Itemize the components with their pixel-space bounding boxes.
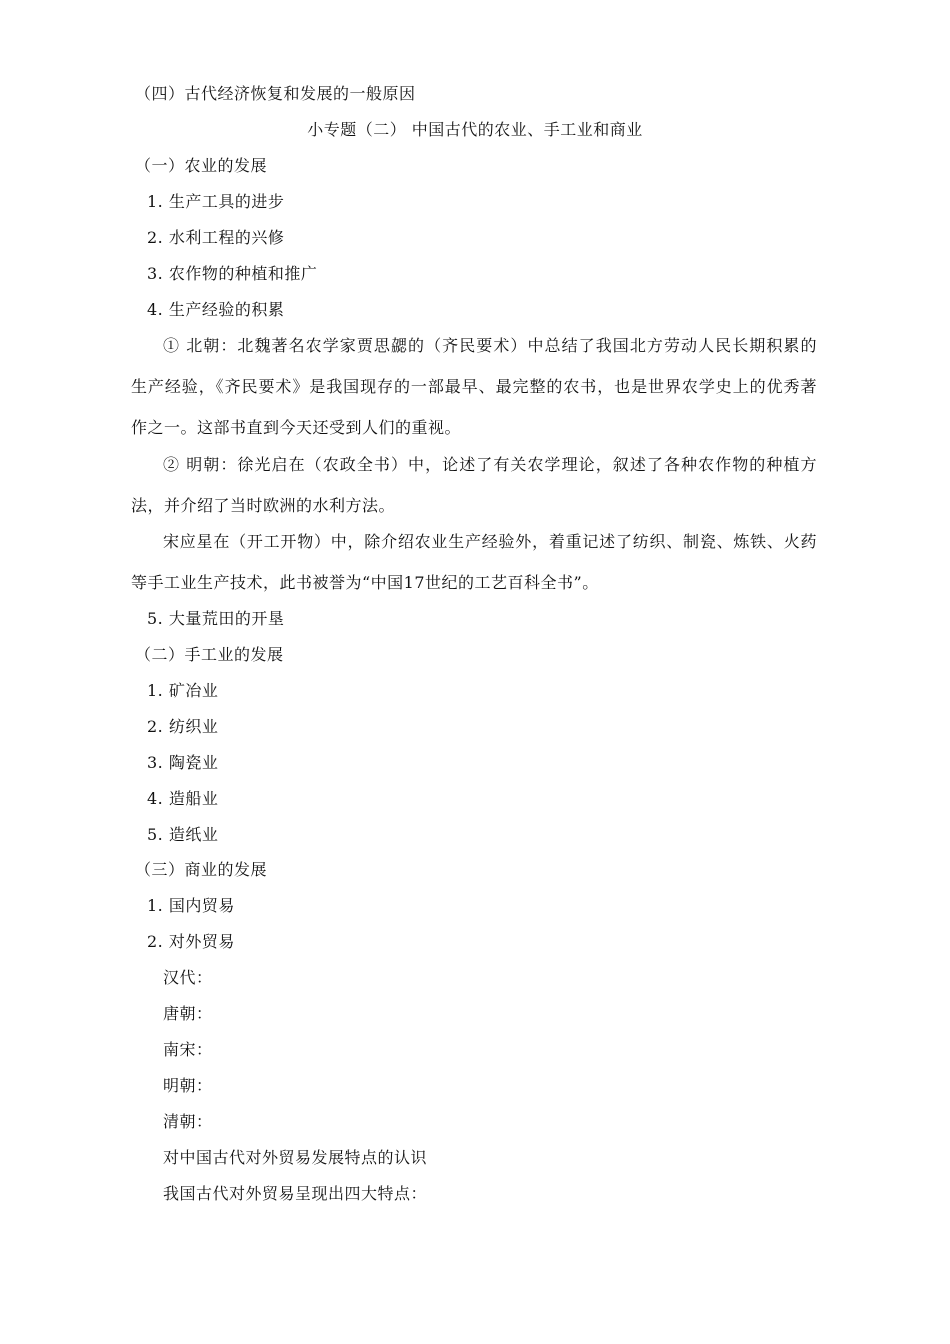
list-item: 1. 国内贸易 xyxy=(147,896,235,915)
heading-agriculture: （一）农业的发展 xyxy=(135,156,268,175)
paragraph-line: 作之一。这部书直到今天还受到人们的重视。 xyxy=(131,418,462,437)
paragraph-line: 等手工业生产技术，此书被誉为“中国17世纪的工艺百科全书”。 xyxy=(131,573,599,592)
paragraph-line: 生产经验，《齐民要术》是我国现存的一部最早、最完整的农书，也是世界农学史上的优秀著 xyxy=(131,377,817,396)
list-item: 3. 农作物的种植和推广 xyxy=(147,264,318,283)
heading-commerce: （三）商业的发展 xyxy=(135,860,268,879)
list-item: 1. 生产工具的进步 xyxy=(147,192,285,211)
paragraph-line: ① 北朝：北魏著名农学家贾思勰的（齐民要术）中总结了我国北方劳动人民长期积累的 xyxy=(163,336,817,355)
topic-title: 小专题（二） 中国古代的农业、手工业和商业 xyxy=(307,120,643,139)
list-item: 2. 对外贸易 xyxy=(147,932,235,951)
list-item: 4. 生产经验的积累 xyxy=(147,300,285,319)
dynasty-label: 清朝： xyxy=(163,1112,213,1131)
list-item: 5. 大量荒田的开垦 xyxy=(147,609,285,628)
list-item: 1. 矿冶业 xyxy=(147,681,219,700)
paragraph-line: 法，并介绍了当时欧洲的水利方法。 xyxy=(131,496,396,515)
dynasty-label: 明朝： xyxy=(163,1076,213,1095)
list-item: 2. 纺织业 xyxy=(147,717,219,736)
list-item: 4. 造船业 xyxy=(147,789,219,808)
heading-handicraft: （二）手工业的发展 xyxy=(135,645,284,664)
list-item: 2. 水利工程的兴修 xyxy=(147,228,285,247)
list-item: 5. 造纸业 xyxy=(147,825,219,844)
paragraph-line: 宋应星在（开工开物）中，除介绍农业生产经验外，着重记述了纺织、制瓷、炼铁、火药 xyxy=(163,532,817,551)
paragraph-line: 我国古代对外贸易呈现出四大特点： xyxy=(163,1184,428,1203)
paragraph-line: 对中国古代对外贸易发展特点的认识 xyxy=(163,1148,428,1167)
heading-section-4: （四）古代经济恢复和发展的一般原因 xyxy=(135,84,416,103)
dynasty-label: 唐朝： xyxy=(163,1004,213,1023)
list-item: 3. 陶瓷业 xyxy=(147,753,219,772)
dynasty-label: 汉代： xyxy=(163,968,213,987)
dynasty-label: 南宋： xyxy=(163,1040,213,1059)
paragraph-line: ② 明朝：徐光启在（农政全书）中，论述了有关农学理论，叙述了各种农作物的种植方 xyxy=(163,455,817,474)
